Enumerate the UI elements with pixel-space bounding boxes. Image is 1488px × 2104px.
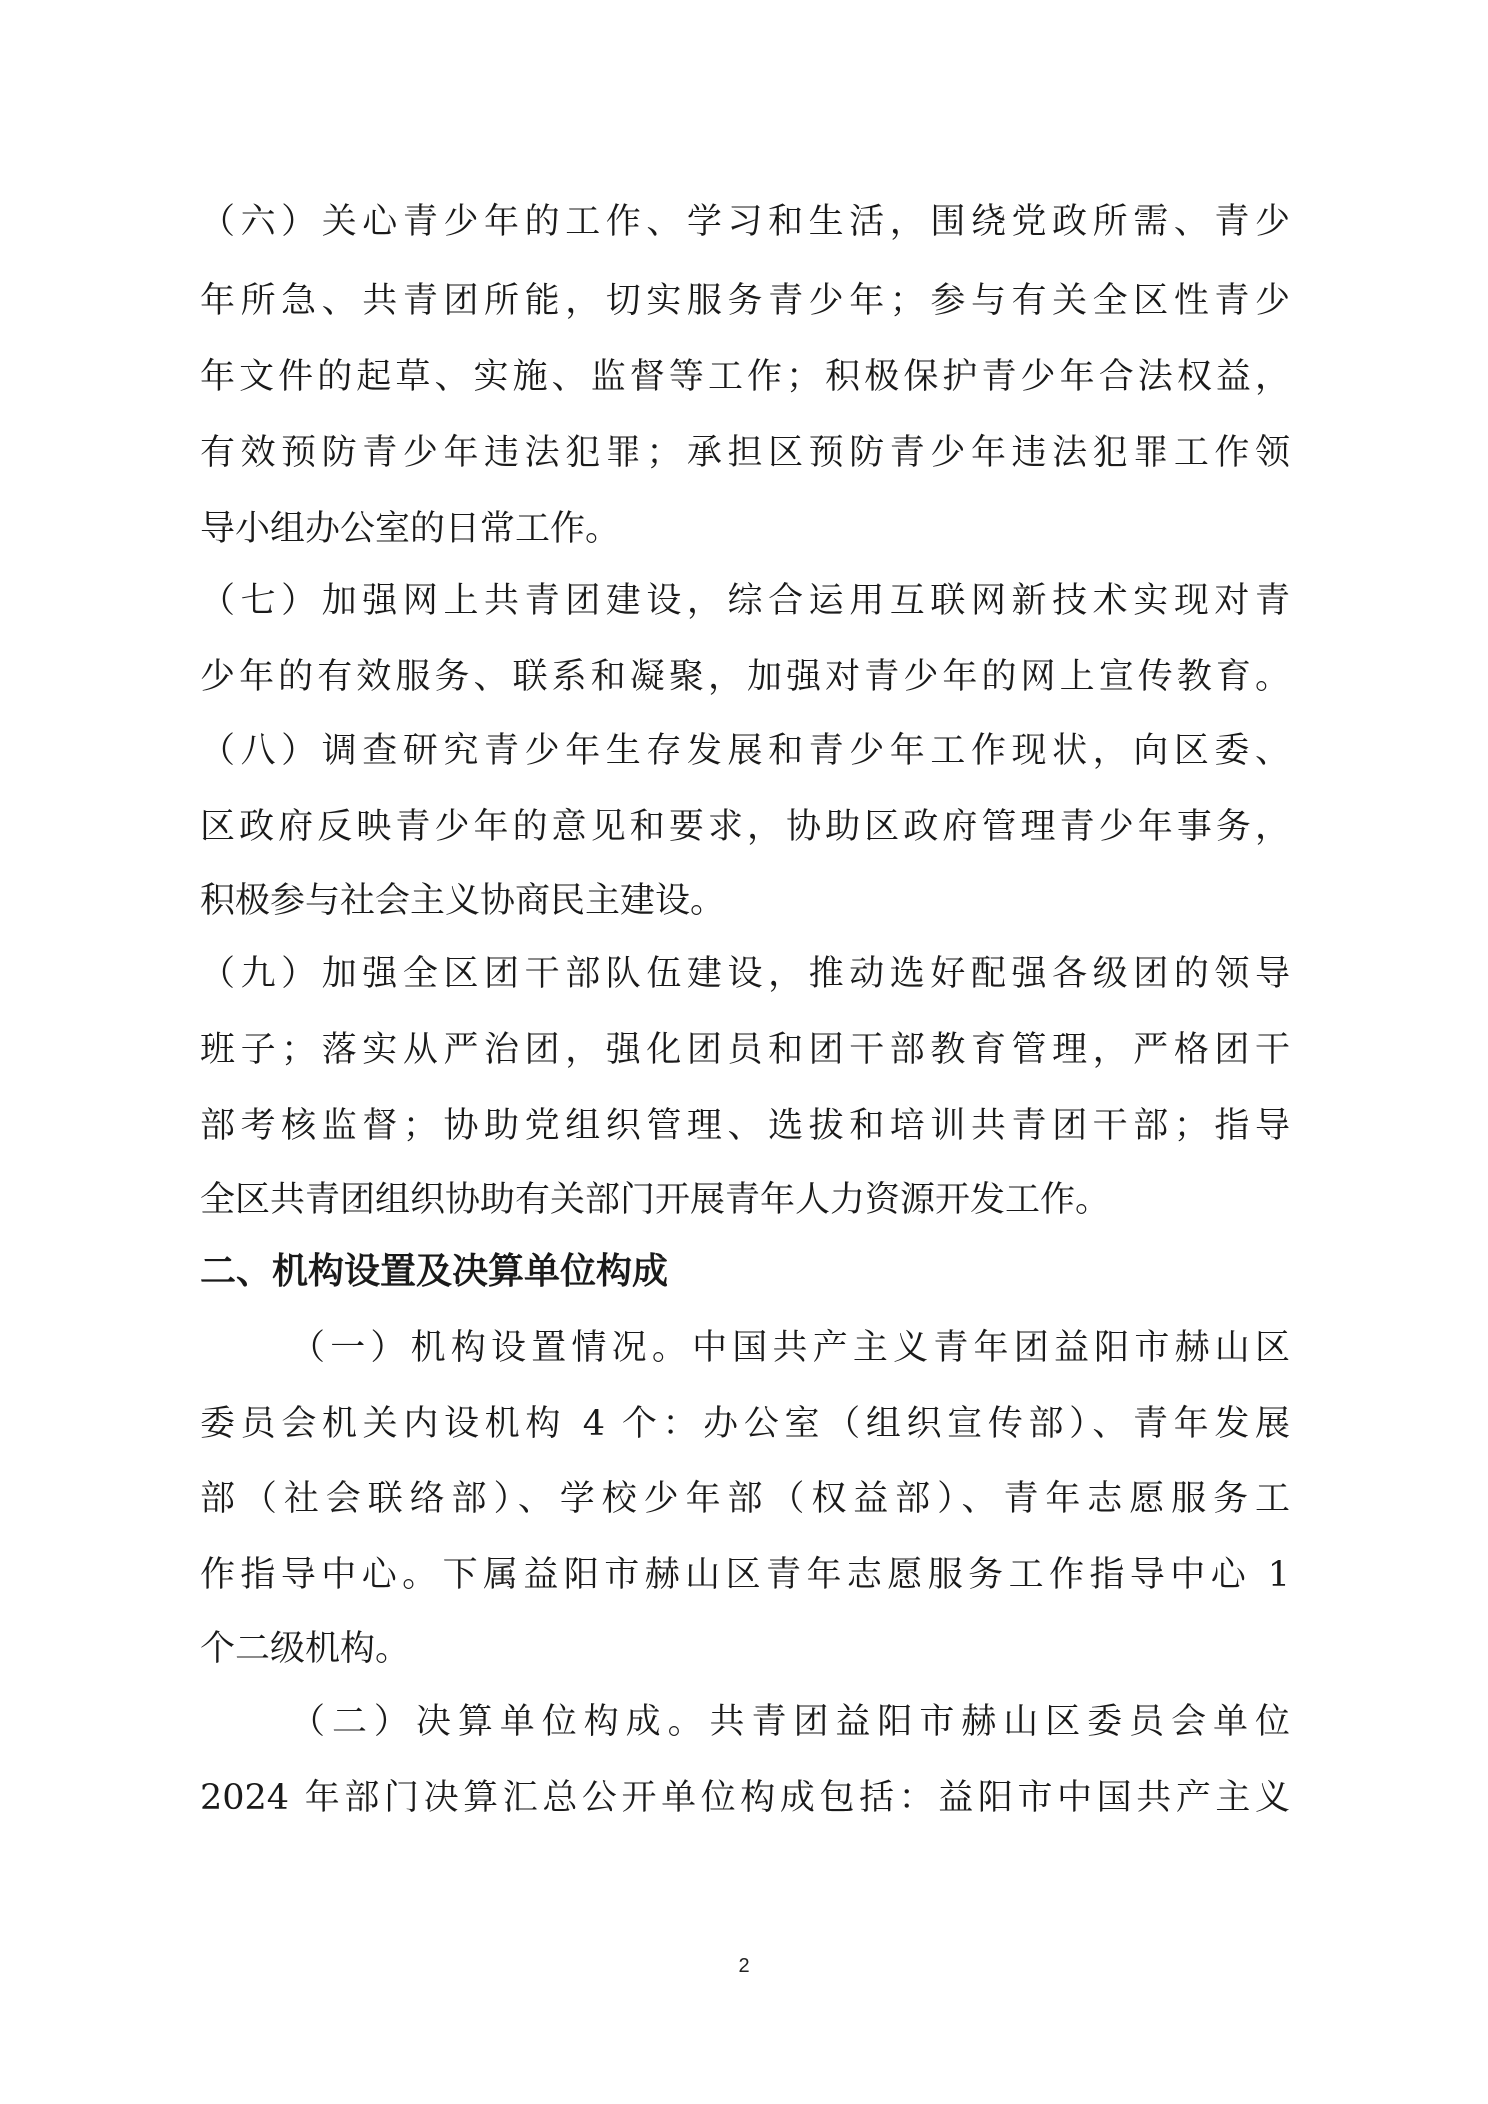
section-1-line-1: （一）机构设置情况。中国共产主义青年团益阳市赫山区 bbox=[290, 1328, 1290, 1368]
section-1-line-2: 委员会机关内设机构 4 个：办公室（组织宣传部）、青年发展 bbox=[200, 1404, 1290, 1444]
section-2-line-2: 2024 年部门决算汇总公开单位构成包括：益阳市中国共产主义 bbox=[200, 1778, 1290, 1818]
paragraph-9-line-2: 班子；落实从严治团，强化团员和团干部教育管理，严格团干 bbox=[200, 1030, 1290, 1070]
section-1-line-3: 部（社会联络部）、学校少年部（权益部）、青年志愿服务工 bbox=[200, 1479, 1290, 1519]
paragraph-6-line-5: 导小组办公室的日常工作。 bbox=[200, 509, 621, 549]
paragraph-7-line-2: 少年的有效服务、联系和凝聚，加强对青少年的网上宣传教育。 bbox=[200, 657, 1290, 697]
section-1-line-4: 作指导中心。下属益阳市赫山区青年志愿服务工作指导中心 1 bbox=[200, 1555, 1290, 1595]
paragraph-8-line-3: 积极参与社会主义协商民主建设。 bbox=[200, 881, 726, 921]
section-1-line-5: 个二级机构。 bbox=[200, 1629, 411, 1669]
paragraph-7-line-1: （七）加强网上共青团建设，综合运用互联网新技术实现对青 bbox=[200, 581, 1290, 621]
paragraph-6-line-2: 年所急、共青团所能，切实服务青少年；参与有关全区性青少 bbox=[200, 281, 1290, 321]
page-number: 2 bbox=[738, 1955, 750, 1977]
paragraph-8-line-1: （八）调查研究青少年生存发展和青少年工作现状，向区委、 bbox=[200, 731, 1290, 771]
paragraph-6-line-1: （六）关心青少年的工作、学习和生活，围绕党政所需、青少 bbox=[200, 202, 1290, 242]
section-2-line-1: （二）决算单位构成。共青团益阳市赫山区委员会单位 bbox=[290, 1702, 1290, 1742]
paragraph-6-line-3: 年文件的起草、实施、监督等工作；积极保护青少年合法权益， bbox=[200, 357, 1290, 397]
paragraph-9-line-1: （九）加强全区团干部队伍建设，推动选好配强各级团的领导 bbox=[200, 954, 1290, 994]
paragraph-9-line-3: 部考核监督；协助党组织管理、选拔和培训共青团干部；指导 bbox=[200, 1106, 1290, 1146]
paragraph-6-line-4: 有效预防青少年违法犯罪；承担区预防青少年违法犯罪工作领 bbox=[200, 433, 1290, 473]
paragraph-8-line-2: 区政府反映青少年的意见和要求，协助区政府管理青少年事务， bbox=[200, 807, 1290, 847]
section-heading: 二、机构设置及决算单位构成 bbox=[200, 1251, 669, 1292]
paragraph-9-line-4: 全区共青团组织协助有关部门开展青年人力资源开发工作。 bbox=[200, 1180, 1111, 1220]
